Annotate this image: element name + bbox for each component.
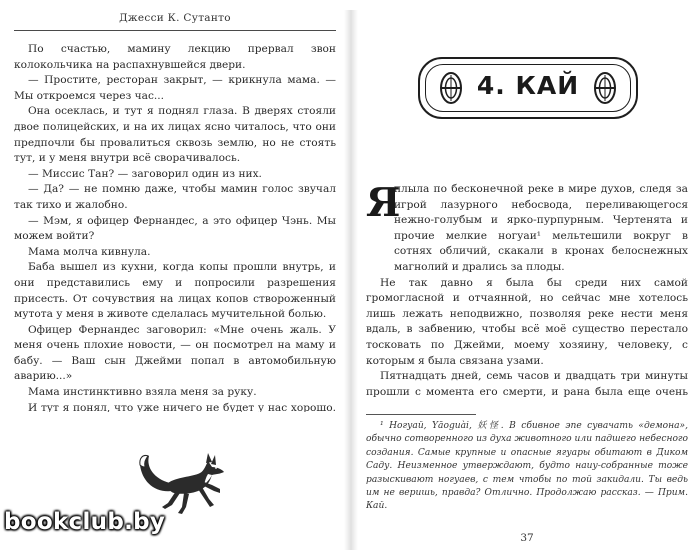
site-watermark: bookclub.by — [4, 509, 166, 535]
paragraph: Мама молча кивнула. — [28, 245, 151, 258]
paragraph: Пятнадцать дней, семь часов и двадцать три минуты прошли с момента его смерти, и рана была еще очень — [366, 370, 688, 398]
paragraph: Она осеклась, и тут я поднял глаза. В дверях стояли двое полицейских, и на их лицах ясно читалось, что они предпочли бы провалиться сквозь землю, но не стоять тут, и у меня внутри всё сворачивалось. — [14, 105, 336, 165]
left-page-body — [14, 42, 336, 412]
opening-paragraph — [366, 182, 688, 276]
page-number: 37 — [520, 532, 534, 544]
paragraph: Офицер Фернандес заговорил: «Мне очень жаль. У меня очень плохие новости, — он посмотрел на маму и бабу. — Ваш сын Джейми попал в автомобильную аварию...» — [14, 323, 336, 383]
book-gutter-shadow — [344, 10, 358, 550]
chapter-heading-plaque — [418, 57, 638, 119]
paragraph: — Миссис Тан? — заговорил один из них. — [28, 167, 262, 180]
paragraph: — Мэм, я офицер Фернандес, а это офицер Чэнь. Мы можем войти? — [14, 214, 336, 243]
paragraph: Мама инстинктивно взяла меня за руку. — [28, 386, 257, 399]
paragraph: И тут я понял, что уже ничего не будет у нас хорошо. — [28, 401, 336, 412]
paragraph-text: плыла по бесконечной реке в мире духов, следя за игрой лазурного небосвода, переливающегося нежно-голубым и ярко-пурпурным. Чертенята и прочие мелкие ногуаи¹ мельтешили вокруг в сотнях обличий, скакали в кронах белоснежных магнолий и дрались за плоды. — [394, 183, 688, 273]
paragraph: Баба вышел из кухни, когда копы прошли внутрь, и они представились ему и попросили разрешения присесть. От сочувствия на лицах копов створоженный мутота у меня в животе сделалась мучительной болью. — [14, 261, 336, 321]
paragraph: — Простите, ресторан закрыт, — крикнула мама. — Мы откроемся через час... — [14, 74, 336, 102]
paragraph: — Да? — не помню даже, чтобы мамин голос звучал так тихо и жалобно. — [14, 183, 336, 211]
right-page — [366, 12, 688, 548]
paragraph: По счастью, мамину лекцию прервал звон колокольчика на распахнувшейся двери. — [14, 43, 336, 71]
ornament-seal-icon — [587, 70, 623, 106]
chapter-title: 4. КАЙ — [476, 71, 580, 100]
header-rule — [14, 30, 336, 31]
paragraph: Не так давно я была бы среди них самой громогласной и отчаянной, но сейчас мне хотелось лишь лежать неподвижно, позволяя реке нести меня вдаль, в забвению, чтобы всё моё существо перестало тосковать по Джейми, моему хозяину, человеку, с которым я была связана узами. — [366, 276, 688, 367]
left-page — [14, 12, 336, 548]
running-head: Джесси К. Сутанто — [119, 12, 231, 24]
footnote-rule — [366, 414, 476, 415]
right-page-body — [366, 182, 688, 400]
drop-cap: Я — [366, 182, 401, 226]
footnote: ¹ Ногуай, Yāoguài, 妖怪. В сбивное эпе сувачать «демона», обычно сотворенного из духа животного или падшего небесного создания. Самые крупные и опасные ягуары обитают в Диком Саду. Неизменное утверждают, будто наиу-собранные тоже разыскивают ногуаев, с тем чтобы по той закидали. Ты ведь им не веришь, правда? Отлично. Продолжаю рассказ. — Прим. Кай. — [366, 421, 688, 512]
